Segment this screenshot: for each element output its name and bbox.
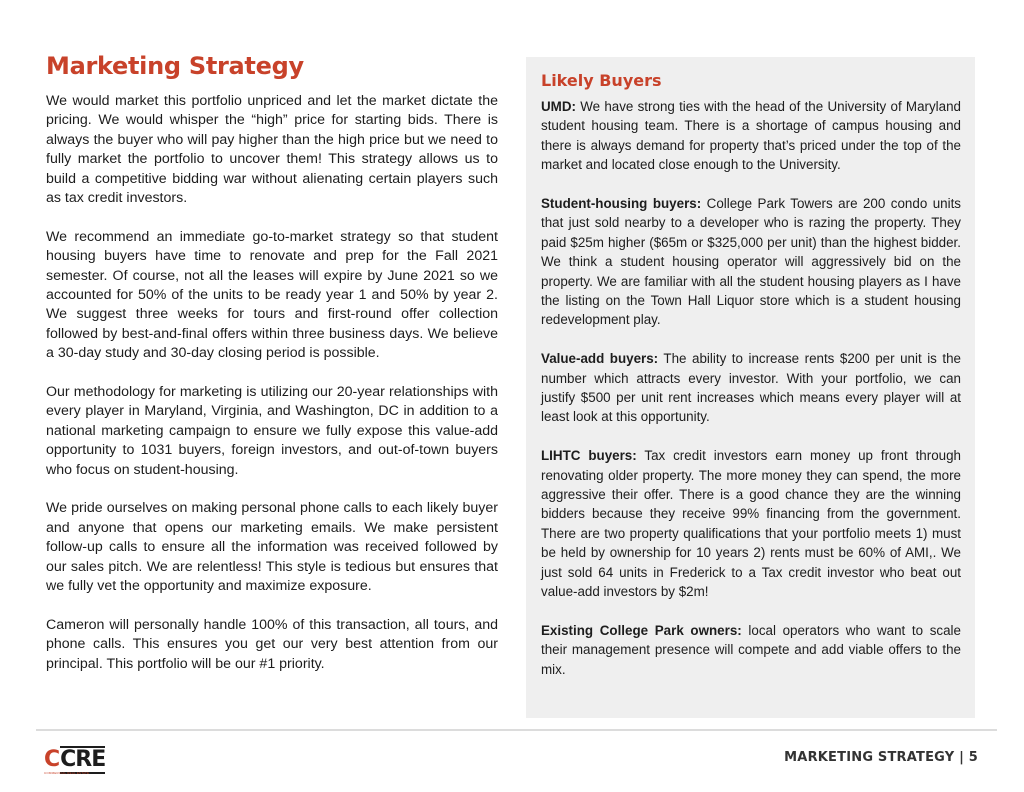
paragraph-cameron: Cameron will personally handle 100% of this transaction, all tours, and phone calls. This ensures you get our very best attention from our principal. This portfolio will be our #1 priority. <box>46 616 498 672</box>
buyer-text: local operators who want to scale their management presence will compete and add viable offers to the mix. <box>541 622 961 677</box>
footer-page-label: MARKETING STRATEGY | 5 <box>784 750 978 765</box>
buyer-umd <box>541 97 961 175</box>
sidebar-title: Likely Buyers <box>541 71 662 90</box>
buyer-text: Tax credit investors earn money up front through renovating older property. The more money they can spend, the more aggressive their offer. There is a good chance they are the winning bidders because they receive 99% financing from the government. There are two property qualifications that your portfolio meets 1) must be held by ownership for 10 years 2) rents must be 60% of AMI,. We just sold 64 units in Frederick to a Tax credit investor who beat out value-add investors by $2m! <box>541 448 961 600</box>
page-title: Marketing Strategy <box>46 52 304 80</box>
buyer-label: Existing College Park owners: <box>541 622 742 638</box>
logo-letter-c: C <box>44 747 61 772</box>
buyer-lihtc <box>541 446 961 601</box>
buyer-label: Student-housing buyers: <box>541 196 702 212</box>
paragraph-phone-calls: We pride ourselves on making personal phone calls to each likely buyer and anyone that opens our marketing emails. We make persistent follow-up calls to ensure all the information was received followed by our sales pitch. We are relentless! This style is tedious but ensures that we fully vet the opportunity and maximize exposure. <box>46 500 498 595</box>
buyer-college-park-owners <box>541 621 961 679</box>
buyer-text: The ability to increase rents $200 per unit is the number which attracts every investor. With your portfolio, we can justify $500 per unit rent increases which means every player will at least look at this opportunity. <box>541 351 962 425</box>
buyer-student-housing <box>541 194 961 330</box>
likely-buyers-panel <box>526 57 975 718</box>
body-text <box>46 92 498 694</box>
logo-mark <box>44 746 106 770</box>
buyer-value-add <box>541 349 961 427</box>
logo-tagline: COMMERCIAL REAL ESTATE <box>44 771 90 775</box>
buyer-text: College Park Towers are 200 condo units that just sold nearby to a developer who is razing the property. They paid $25m higher ($65m or $325,000 per unit) than the highest bidder. We think a student housing operator will aggressively bid on the property. We are familiar with all the student housing players as I have the listing on the Town Hall Liquor store which is a student housing redevelopment play. <box>541 196 962 328</box>
buyer-text: We have strong ties with the head of the University of Maryland student housing team. There is a shortage of campus housing and there is always demand for property that’s priced under the top of the market and located close enough to the University. <box>541 99 961 173</box>
paragraph-methodology: Our methodology for marketing is utilizing our 20-year relationships with every player in Maryland, Virginia, and Washington, DC in addition to a national marketing campaign to ensure we fully expose this value-add opportunity to 1031 buyers, foreign investors, and out-of-town buyers who focus on student-housing. <box>46 384 498 478</box>
footer-divider <box>36 729 997 731</box>
logo-letters-cre: CRE <box>60 747 106 772</box>
paragraph-go-to-market: We recommend an immediate go-to-market strategy so that student housing buyers have time to renovate and prep for the Fall 2021 semester. Of course, not all the leases will expire by June 2021 so we accounted for 50% of the units to be ready year 1 and 50% by year 2. We suggest three weeks for tours and first-round offer collection followed by best-and-final offers within three business days. We believe a 30-day study and 30-day closing period is possible. <box>46 228 498 362</box>
buyer-label: Value-add buyers: <box>541 351 659 367</box>
ccre-logo <box>44 746 106 776</box>
buyer-label: UMD: <box>541 99 576 114</box>
paragraph-pricing: We would market this portfolio unpriced and let the market dictate the pricing. We would whisper the “high” price for starting bids. There is always the buyer who will pay higher than the high price but we need to fully market the portfolio to uncover them! This strategy allows us to build a competitive bidding war without alienating certain players such as tax credit investors. <box>46 93 498 207</box>
buyer-label: LIHTC buyers: <box>541 448 637 464</box>
